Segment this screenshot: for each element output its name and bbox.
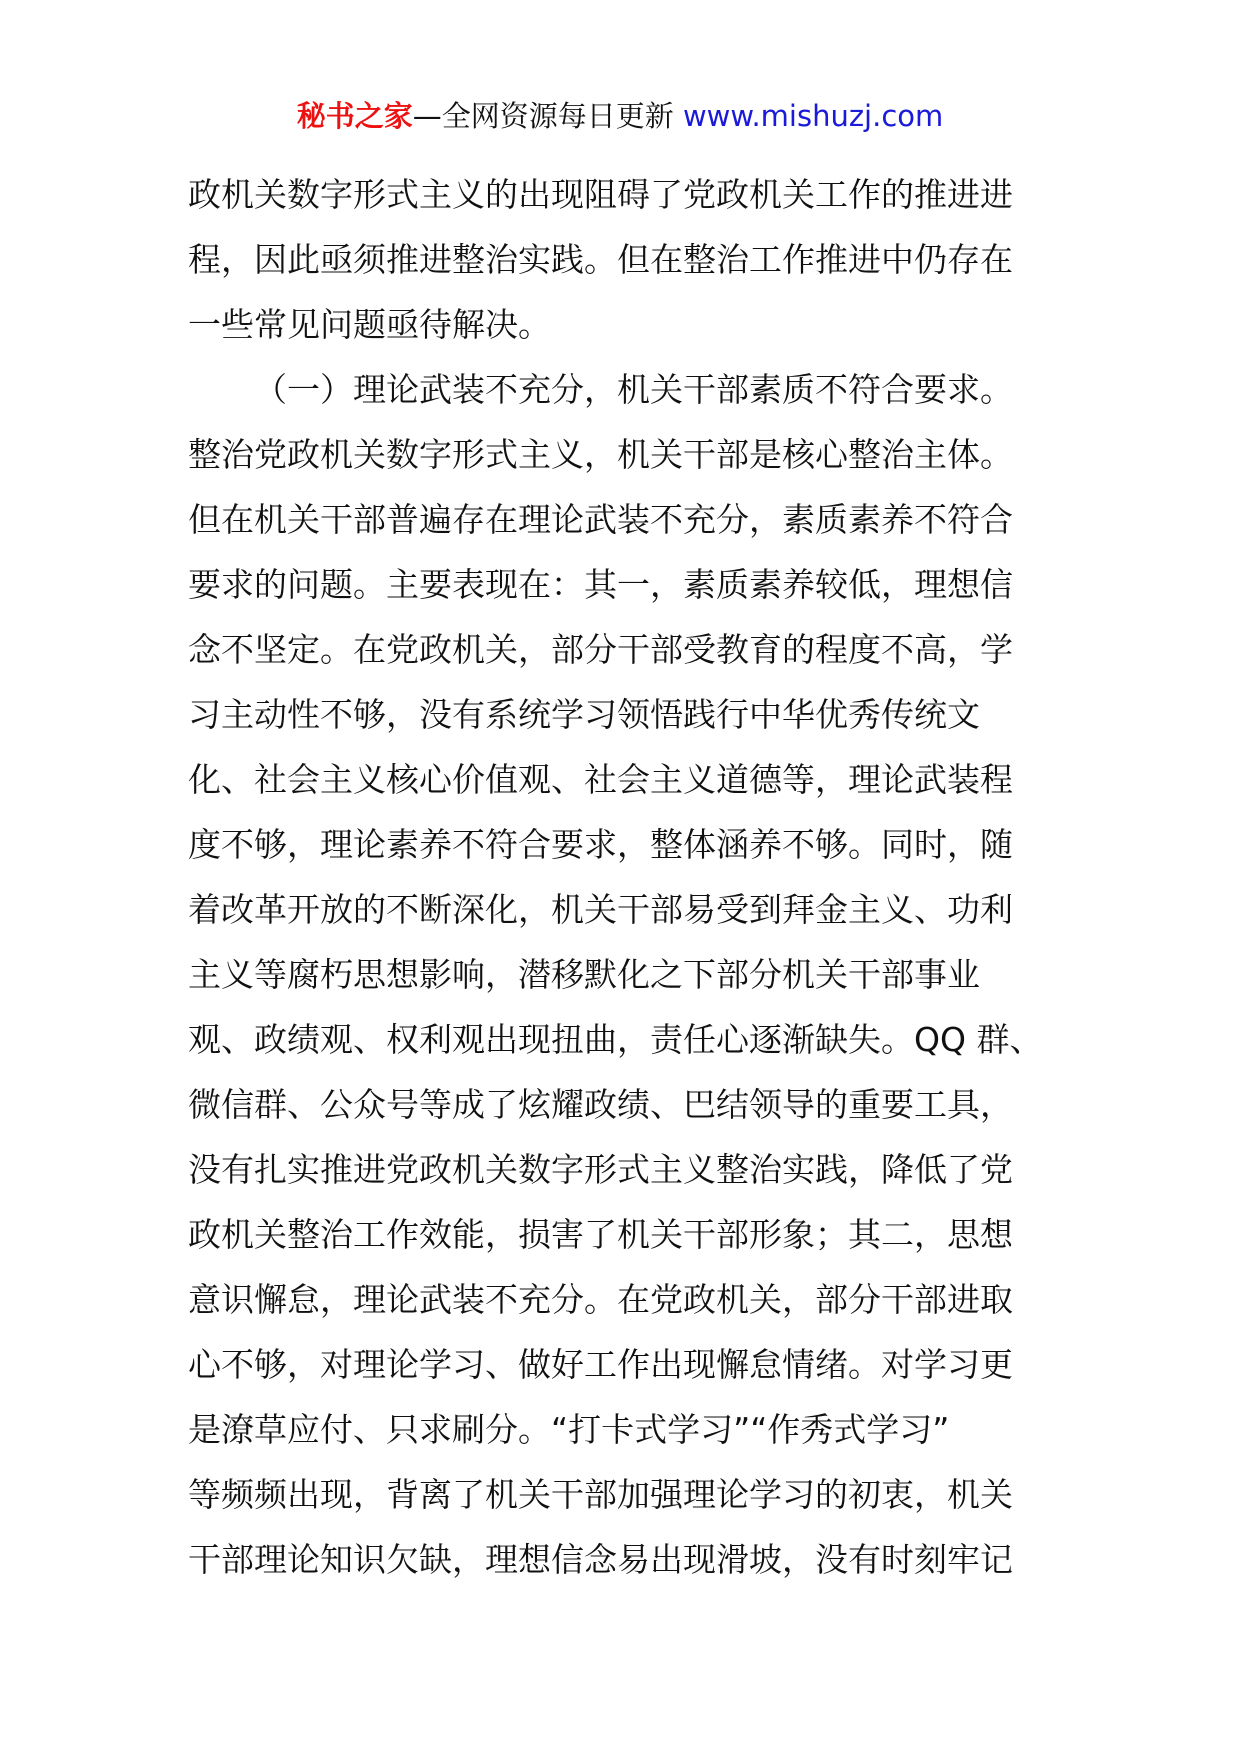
- body-text-line: 度不够，理论素养不符合要求，整体涵养不够。同时，随: [188, 825, 1013, 864]
- body-text-line: 是潦草应付、只求刷分。“打卡式学习”“作秀式学习”: [188, 1410, 950, 1449]
- body-text-line: 念不坚定。在党政机关，部分干部受教育的程度不高，学: [188, 630, 1013, 669]
- body-text-line: 微信群、公众号等成了炫耀政绩、巴结领导的重要工具，: [188, 1085, 1013, 1124]
- body-text-line: 一些常见问题亟待解决。: [188, 305, 551, 344]
- body-text-line: 观、政绩观、权利观出现扭曲，责任心逐渐缺失。QQ 群、: [188, 1020, 1043, 1059]
- body-text-line: 化、社会主义核心价值观、社会主义道德等，理论武装程: [188, 760, 1013, 799]
- body-text-line: 政机关数字形式主义的出现阻碍了党政机关工作的推进进: [188, 175, 1013, 214]
- body-text-line: 整治党政机关数字形式主义，机关干部是核心整治主体。: [188, 435, 1013, 474]
- site-header: [0, 96, 1240, 136]
- body-text-line: 等频频出现，背离了机关干部加强理论学习的初衷，机关: [188, 1475, 1013, 1514]
- body-text-line: 要求的问题。主要表现在：其一，素质素养较低，理想信: [188, 565, 1013, 604]
- body-text-line: 程，因此亟须推进整治实践。但在整治工作推进中仍存在: [188, 240, 1013, 279]
- body-text-line: 习主动性不够，没有系统学习领悟践行中华优秀传统文: [188, 695, 980, 734]
- site-url-link[interactable]: www.mishuzj.com: [682, 99, 944, 133]
- body-text-line: 主义等腐朽思想影响，潜移默化之下部分机关干部事业: [188, 955, 980, 994]
- body-text-line: 意识懈怠，理论武装不充分。在党政机关，部分干部进取: [188, 1280, 1013, 1319]
- body-text-line: 政机关整治工作效能，损害了机关干部形象；其二，思想: [188, 1215, 1013, 1254]
- section-heading: （一）理论武装不充分，机关干部素质不符合要求。: [254, 370, 1013, 409]
- body-text-line: 但在机关干部普遍存在理论武装不充分，素质素养不符合: [188, 500, 1013, 539]
- body-text-line: 着改革开放的不断深化，机关干部易受到拜金主义、功利: [188, 890, 1013, 929]
- body-text-line: 干部理论知识欠缺，理想信念易出现滑坡，没有时刻牢记: [188, 1540, 1013, 1579]
- brand-name: 秘书之家: [296, 99, 413, 133]
- header-tagline: —全网资源每日更新: [412, 99, 683, 133]
- body-text-line: 心不够，对理论学习、做好工作出现懈怠情绪。对学习更: [188, 1345, 1013, 1384]
- document-body: [188, 162, 1058, 1592]
- body-text-line: 没有扎实推进党政机关数字形式主义整治实践，降低了党: [188, 1150, 1013, 1189]
